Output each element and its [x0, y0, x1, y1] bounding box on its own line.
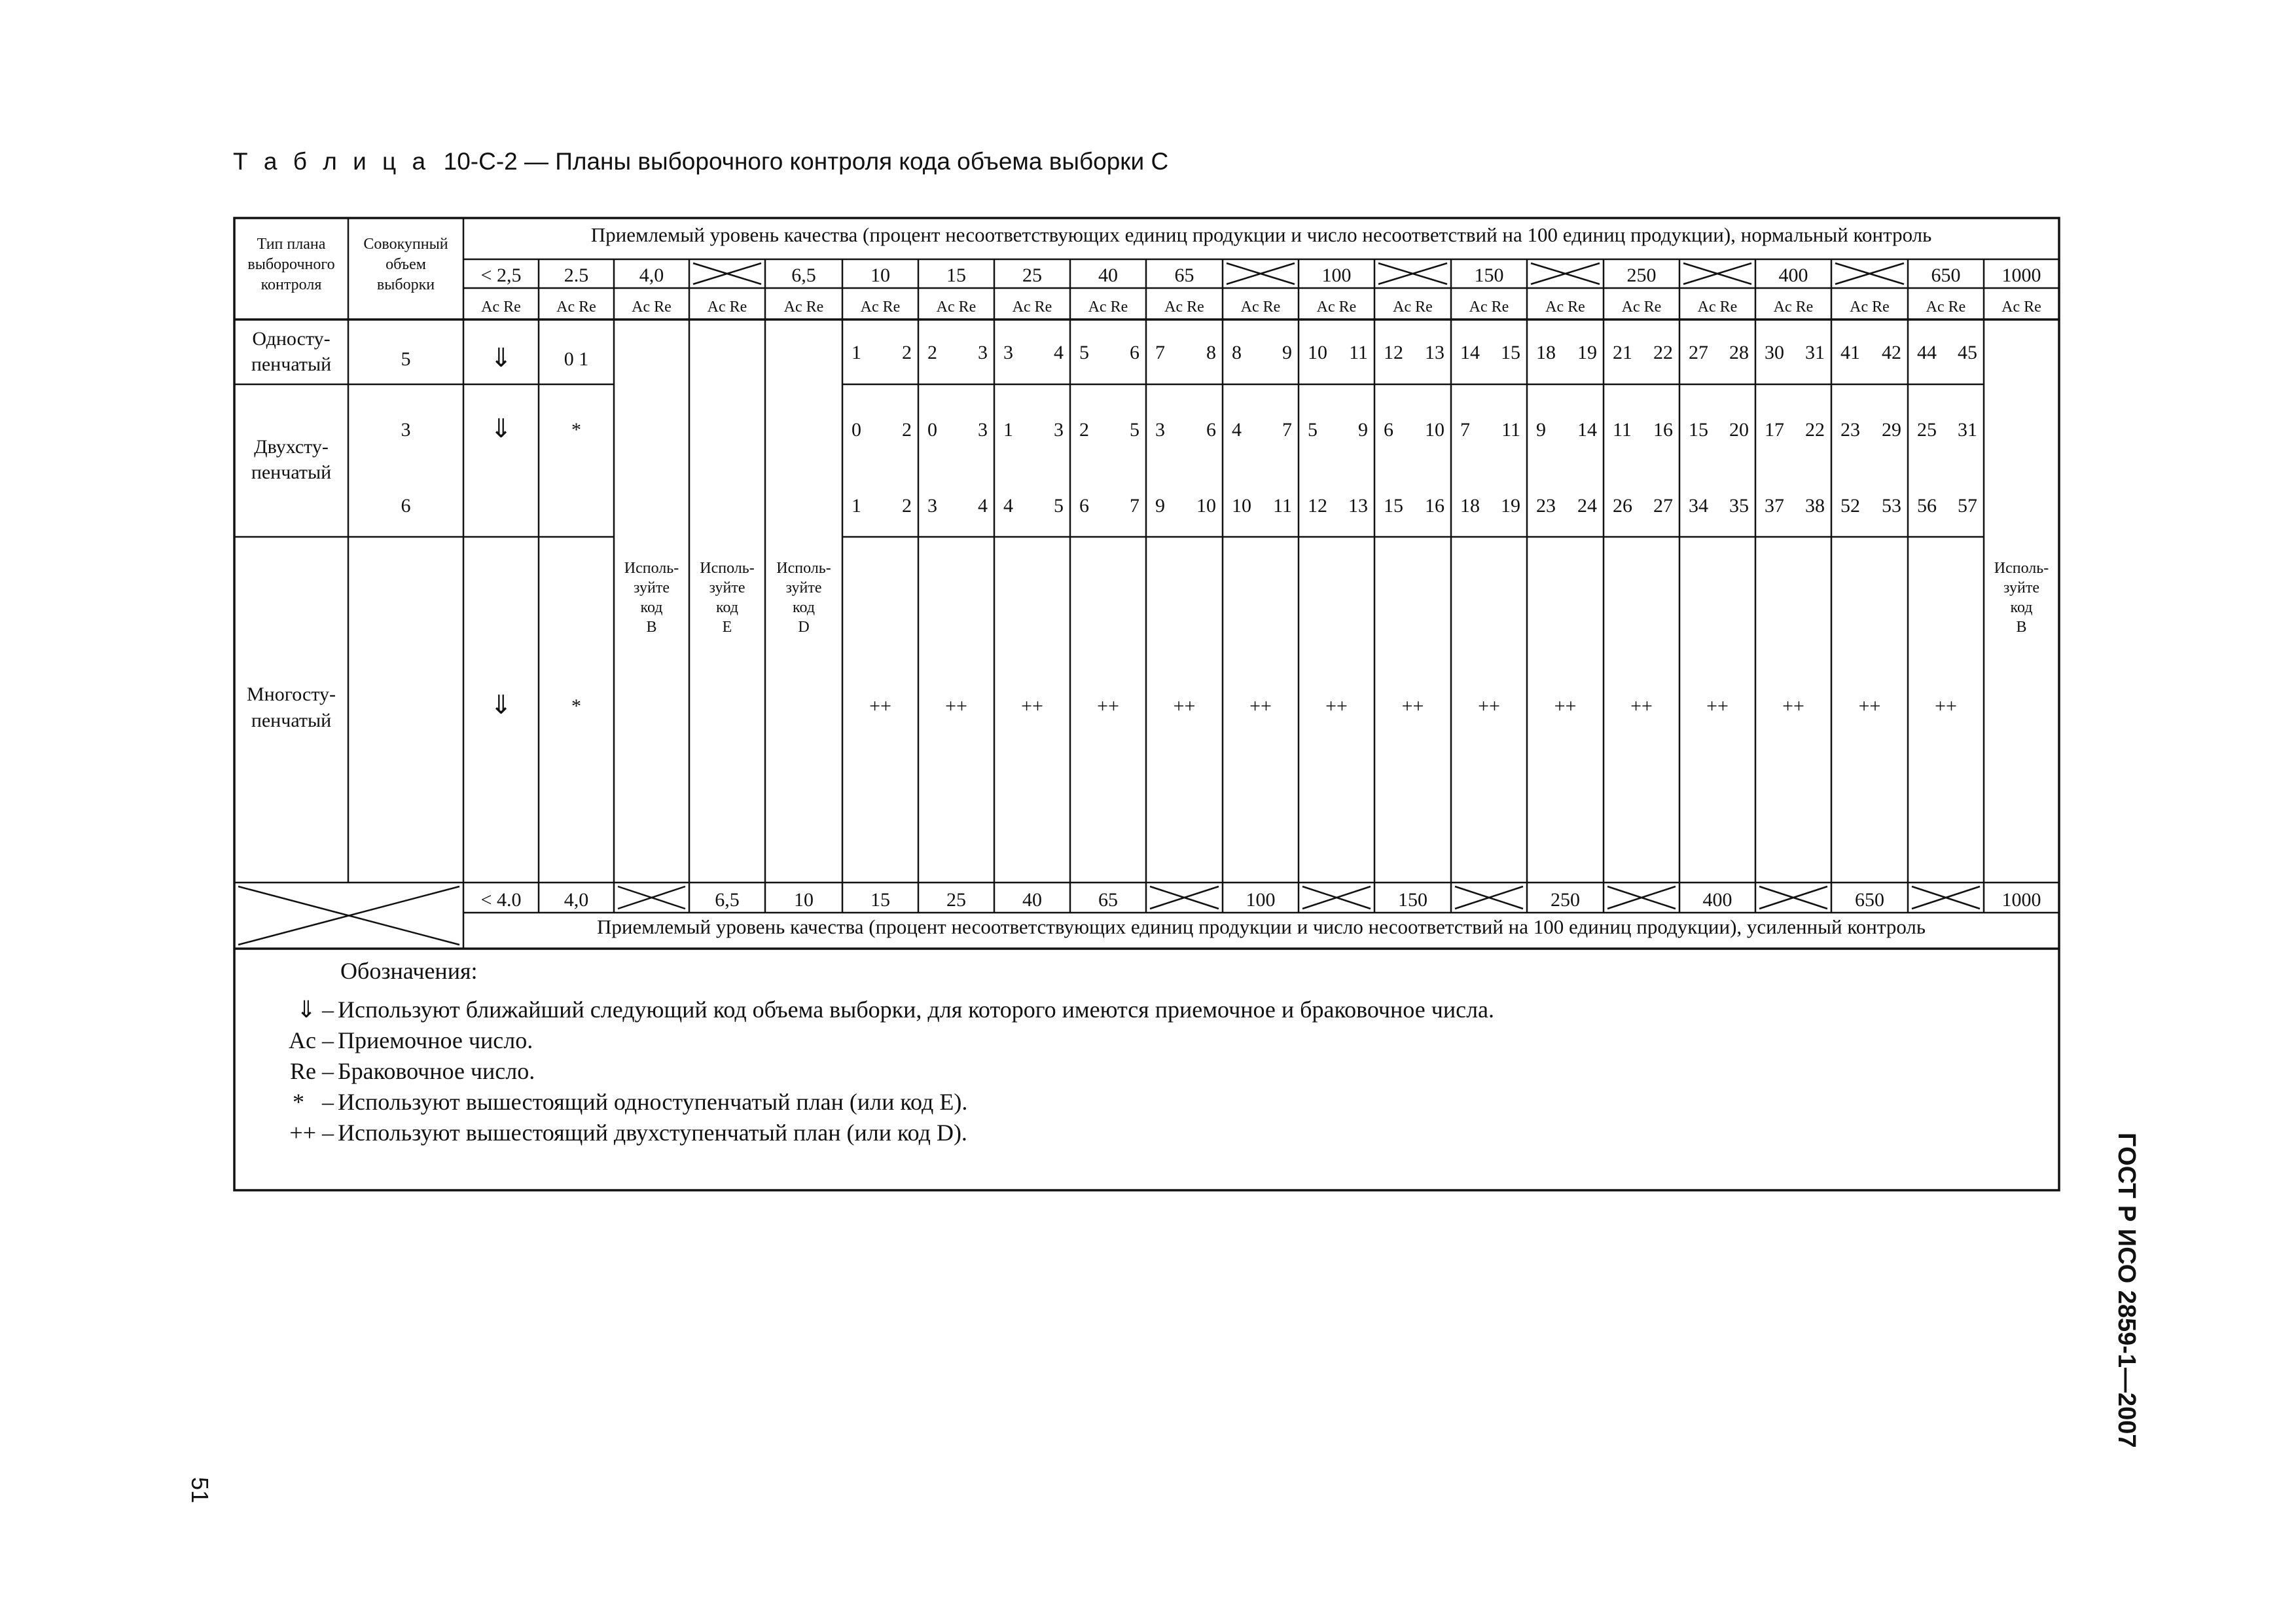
acre-double-2: 12 — [1308, 495, 1327, 517]
acre-label: Ac Re — [1850, 299, 1890, 316]
down-arrow-icon: ⇓ — [490, 343, 512, 373]
acre-double-1: 3 — [1155, 419, 1165, 441]
acre-single: 9 — [1282, 342, 1292, 363]
acre-label: Ac Re — [707, 299, 747, 316]
acre-double-1: 10 — [1425, 419, 1444, 441]
acre-single: 3 — [1003, 342, 1013, 363]
use-code-e: код — [716, 599, 738, 616]
aql-normal-value: 100 — [1321, 264, 1352, 286]
plus-mark: ++ — [945, 695, 967, 717]
acre-double-2: 4 — [1003, 495, 1013, 517]
aql-normal-value: 150 — [1474, 264, 1504, 286]
plus-mark: ++ — [1401, 695, 1424, 717]
legend-item — [236, 1025, 2055, 1056]
acre-label: Ac Re — [632, 299, 672, 316]
acre-single: 41 — [1840, 342, 1860, 363]
acre-double-2: 4 — [978, 495, 988, 517]
plus-mark: ++ — [1097, 695, 1119, 717]
acre-double-2: 2 — [902, 495, 912, 517]
acre-single: 7 — [1155, 342, 1165, 363]
row-type-multiple: пенчатый — [251, 710, 332, 731]
acre-single: 8 — [1206, 342, 1216, 363]
row-type-single: Односту- — [252, 328, 331, 350]
acre-label: Ac Re — [936, 299, 977, 316]
aql-normal-value: 10 — [870, 264, 890, 286]
acre-double-1: 6 — [1206, 419, 1216, 441]
acre-single: 10 — [1308, 342, 1327, 363]
plus-mark: ++ — [1173, 695, 1196, 717]
aql-normal-value: 40 — [1098, 264, 1118, 286]
acre-label: Ac Re — [1545, 299, 1585, 316]
acre-double-2: 18 — [1460, 495, 1480, 517]
acre-double-2: 15 — [1384, 495, 1403, 517]
legend-text: Используют вышестоящий двухступенчатый план (или код D). — [338, 1120, 967, 1146]
use-code-b: Исполь- — [1994, 560, 2049, 577]
acre-double-1: 0 — [852, 419, 861, 441]
acre-double-2: 10 — [1232, 495, 1251, 517]
acre-single: 1 — [852, 342, 861, 363]
aql-normal-value: 2.5 — [564, 264, 589, 286]
acre-single: 22 — [1653, 342, 1673, 363]
acre-label: Ac Re — [860, 299, 901, 316]
acre-label: Ac Re — [1773, 299, 1814, 316]
use-code-b: код — [640, 599, 663, 616]
acre-label: Ac Re — [1088, 299, 1128, 316]
acre-double-1: 0 — [927, 419, 937, 441]
acre-double-1: 11 — [1501, 419, 1520, 441]
acre-double-1: 3 — [1054, 419, 1064, 441]
use-code-d: Исполь- — [776, 560, 831, 577]
acre-double-1: 15 — [1689, 419, 1708, 441]
acre-single: 44 — [1917, 342, 1937, 363]
acre-double-1: 11 — [1613, 419, 1632, 441]
legend — [236, 956, 2055, 1148]
aql-normal-value: 4,0 — [639, 264, 664, 286]
aql-tightened-value: 65 — [1098, 889, 1118, 911]
acre-double-2: 38 — [1805, 495, 1825, 517]
acre-label: Ac Re — [1621, 299, 1662, 316]
aql-tightened-value: 40 — [1022, 889, 1042, 911]
acre-double-1: 5 — [1130, 419, 1139, 441]
header-normal-title: Приемлемый уровень качества (процент несоответствующих единиц продукции и число несоответствий на 100 единиц продукции), нормальный контроль — [590, 223, 1932, 246]
acre-double-1: 9 — [1358, 419, 1368, 441]
row-type-single: пенчатый — [251, 354, 332, 375]
acre-double-2: 11 — [1273, 495, 1292, 517]
acre-double-1: 23 — [1840, 419, 1860, 441]
use-code-b: B — [2016, 619, 2027, 636]
legend-item — [236, 1087, 2055, 1118]
aql-normal-value: 400 — [1778, 264, 1808, 286]
acre-double-2: 56 — [1917, 495, 1937, 517]
acre-label: Ac Re — [1393, 299, 1433, 316]
plus-mark: ++ — [1478, 695, 1500, 717]
acre-single: 4 — [1054, 342, 1064, 363]
acre-single: 45 — [1958, 342, 1977, 363]
asterisk-mark: * — [571, 695, 581, 717]
use-code-b: Исполь- — [624, 560, 679, 577]
acre-single: 2 — [902, 342, 912, 363]
legend-text: Используют ближайший следующий код объема выборки, для которого имеются приемочное и браковочное числа. — [338, 996, 1495, 1023]
acre-label: Ac Re — [1164, 299, 1204, 316]
acre-single: 21 — [1613, 342, 1632, 363]
acre-double-2: 27 — [1653, 495, 1673, 517]
aql-tightened-value: 4,0 — [564, 889, 589, 911]
acre-label: Ac Re — [556, 299, 596, 316]
aql-tightened-value: 650 — [1855, 889, 1884, 911]
acre-double-2: 35 — [1729, 495, 1749, 517]
use-code-e: Исполь- — [700, 560, 755, 577]
acre-double-1: 7 — [1460, 419, 1470, 441]
acre-single: 11 — [1349, 342, 1368, 363]
acre-double-2: 57 — [1958, 495, 1977, 517]
acre-double-2: 3 — [927, 495, 937, 517]
acre-double-1: 22 — [1805, 419, 1825, 441]
aql-tightened-value: 150 — [1398, 889, 1427, 911]
aql-normal-value: 6,5 — [791, 264, 816, 286]
acre-double-1: 31 — [1958, 419, 1977, 441]
aql-tightened-value: 25 — [946, 889, 966, 911]
acre-double-1: 3 — [978, 419, 988, 441]
header-sample-size: Совокупный — [363, 236, 448, 253]
standard-designation: ГОСТ Р ИСО 2859-1—2007 — [2113, 1133, 2140, 1448]
acre-label: Ac Re — [1240, 299, 1281, 316]
acre-label: Ac Re — [1316, 299, 1357, 316]
acre-double-2: 16 — [1425, 495, 1444, 517]
row-type-multiple: Многосту- — [246, 684, 336, 705]
acre-single: 13 — [1425, 342, 1444, 363]
use-code-b: B — [646, 619, 657, 636]
use-code-d: зуйте — [785, 579, 822, 596]
sample-size: 5 — [401, 348, 411, 370]
acre-label: Ac Re — [481, 299, 521, 316]
down-arrow-icon: ⇓ — [490, 414, 512, 443]
acre-double-1: 17 — [1765, 419, 1784, 441]
acre-double-2: 34 — [1689, 495, 1708, 517]
acre-double-1: 5 — [1308, 419, 1318, 441]
acre-single: 28 — [1729, 342, 1749, 363]
acre-double-2: 13 — [1348, 495, 1368, 517]
plus-mark: ++ — [1858, 695, 1881, 717]
aql-normal-value: 25 — [1022, 264, 1042, 286]
aql-tightened-value: 400 — [1702, 889, 1732, 911]
acre-single: 8 — [1232, 342, 1242, 363]
legend-symbol: Re – — [290, 1058, 334, 1084]
asterisk-mark: * — [571, 419, 581, 441]
acre-label: Ac Re — [1926, 299, 1966, 316]
aql-tightened-value: 10 — [794, 889, 814, 911]
use-code-d: код — [793, 599, 815, 616]
acre-double-2: 5 — [1054, 495, 1064, 517]
acre-single: 19 — [1577, 342, 1597, 363]
plus-mark: ++ — [1021, 695, 1043, 717]
sample-size: 3 — [401, 419, 411, 441]
acre-double-2: 23 — [1536, 495, 1556, 517]
plus-mark: ++ — [1630, 695, 1653, 717]
aql-normal-value: 1000 — [2001, 264, 2041, 286]
acre-double-2: 10 — [1196, 495, 1216, 517]
legend-text: Браковочное число. — [338, 1058, 535, 1084]
acre-single: 3 — [978, 342, 988, 363]
legend-item — [236, 1056, 2055, 1087]
acre-single: 12 — [1384, 342, 1403, 363]
use-code-b: код — [2010, 599, 2033, 616]
legend-symbol: ⇓ – — [296, 996, 334, 1023]
use-code-b: зуйте — [2003, 579, 2039, 596]
acre-double-2: 26 — [1613, 495, 1632, 517]
acre-single: 5 — [1079, 342, 1089, 363]
use-code-e: зуйте — [709, 579, 745, 596]
caption-prefix: Т а б л и ц а — [233, 148, 431, 175]
aql-tightened-value: 250 — [1551, 889, 1580, 911]
aql-normal-value: 65 — [1174, 264, 1194, 286]
row-type-double: Двухсту- — [254, 436, 329, 458]
aql-tightened-value: 100 — [1246, 889, 1276, 911]
acre-double-2: 52 — [1840, 495, 1860, 517]
page-number: 51 — [187, 1476, 214, 1504]
aql-tightened-value: 6,5 — [715, 889, 740, 911]
header-plan-type: выборочного — [247, 256, 335, 273]
aql-normal-value: < 2,5 — [480, 264, 522, 286]
aql-tightened-value: 15 — [870, 889, 890, 911]
acre-double-2: 53 — [1882, 495, 1901, 517]
plus-mark: ++ — [1935, 695, 1957, 717]
acre-double-2: 1 — [852, 495, 861, 517]
use-code-b: зуйте — [634, 579, 670, 596]
use-code-e: E — [722, 619, 732, 636]
acre-single: 2 — [927, 342, 937, 363]
acre-single: 27 — [1689, 342, 1708, 363]
acre-double-2: 24 — [1577, 495, 1597, 517]
aql-normal-value: 15 — [946, 264, 966, 286]
caption-text: 10-С-2 — Планы выборочного контроля кода объема выборки С — [443, 148, 1169, 175]
acre-double-1: 20 — [1729, 419, 1749, 441]
acre-double-2: 7 — [1130, 495, 1139, 517]
header-sample-size: объем — [386, 256, 426, 273]
acre-double-1: 2 — [902, 419, 912, 441]
acre-label: Ac Re — [2001, 299, 2041, 316]
acre-double-1: 9 — [1536, 419, 1546, 441]
legend-text: Приемочное число. — [338, 1027, 533, 1053]
acre-double-2: 9 — [1155, 495, 1165, 517]
down-arrow-icon: ⇓ — [490, 690, 512, 720]
aql-tightened-value: < 4.0 — [480, 889, 522, 911]
acre-double-2: 19 — [1501, 495, 1520, 517]
aql-normal-value: 650 — [1931, 264, 1961, 286]
acre-single: 30 — [1765, 342, 1784, 363]
plus-mark: ++ — [1554, 695, 1577, 717]
plus-mark: ++ — [1706, 695, 1729, 717]
acre-double-2: 37 — [1765, 495, 1784, 517]
acre-label: Ac Re — [1012, 299, 1052, 316]
acre-double-1: 1 — [1003, 419, 1013, 441]
aql-normal-value: 250 — [1626, 264, 1657, 286]
use-code-d: D — [798, 619, 810, 636]
legend-symbol: * – — [293, 1089, 334, 1115]
row-type-double: пенчатый — [251, 462, 332, 483]
plus-mark: ++ — [1782, 695, 1804, 717]
legend-symbol: ++ – — [289, 1120, 334, 1146]
header-sample-size: выборки — [376, 276, 435, 293]
acre-single: 18 — [1536, 342, 1556, 363]
acre-single: 14 — [1460, 342, 1480, 363]
legend-item — [236, 1118, 2055, 1148]
header-plan-type: контроля — [260, 276, 322, 293]
acre-value: 0 1 — [564, 348, 589, 370]
acre-double-1: 16 — [1653, 419, 1673, 441]
legend-text: Используют вышестоящий одноступенчатый план (или код E). — [338, 1089, 968, 1115]
acre-double-1: 14 — [1577, 419, 1597, 441]
acre-double-2: 6 — [1079, 495, 1089, 517]
footer-tightened-title: Приемлемый уровень качества (процент несоответствующих единиц продукции и число несоответствий на 100 единиц продукции), усиленный контроль — [596, 915, 1926, 938]
plus-mark: ++ — [1249, 695, 1272, 717]
aql-tightened-value: 1000 — [2001, 889, 2041, 911]
header-plan-type: Тип плана — [257, 236, 326, 253]
legend-symbol: Ac – — [289, 1027, 334, 1053]
acre-double-1: 25 — [1917, 419, 1937, 441]
sample-size: 6 — [401, 495, 411, 517]
acre-label: Ac Re — [1469, 299, 1509, 316]
acre-double-1: 29 — [1882, 419, 1901, 441]
acre-label: Ac Re — [783, 299, 824, 316]
legend-item — [236, 994, 2055, 1025]
acre-double-1: 6 — [1384, 419, 1393, 441]
legend-title: Обозначения: — [340, 958, 478, 984]
acre-single: 42 — [1882, 342, 1901, 363]
acre-double-1: 7 — [1282, 419, 1292, 441]
acre-label: Ac Re — [1697, 299, 1738, 316]
acre-single: 15 — [1501, 342, 1520, 363]
acre-double-1: 2 — [1079, 419, 1089, 441]
plus-mark: ++ — [869, 695, 891, 717]
acre-single: 31 — [1805, 342, 1825, 363]
acre-single: 6 — [1130, 342, 1139, 363]
plus-mark: ++ — [1325, 695, 1348, 717]
acre-double-1: 4 — [1232, 419, 1242, 441]
